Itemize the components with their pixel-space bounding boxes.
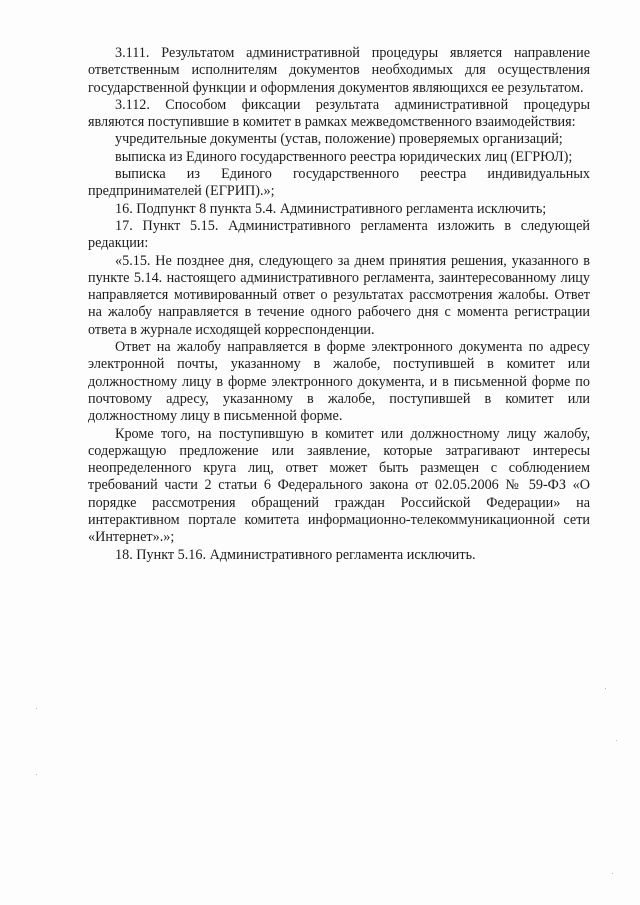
scan-speck: [36, 708, 37, 709]
scan-speck: [612, 873, 613, 874]
paragraph-item-17: 17. Пункт 5.15. Административного регламента изложить в следующей редакции:: [88, 217, 590, 252]
scan-speck: [36, 774, 37, 775]
list-item-charter-documents: учредительные документы (устав, положение) проверяемых организаций;: [115, 131, 563, 148]
scan-speck: [616, 740, 617, 741]
paragraph-item-18: 18. Пункт 5.16. Административного регламента исключить.: [115, 546, 476, 563]
list-item-egrip-extract: выписка из Единого государственного реестра индивидуальных предпринимателей (ЕГРИП).»;: [88, 166, 590, 200]
paragraph-item-16: 16. Подпункт 8 пункта 5.4. Административного регламента исключить;: [115, 200, 547, 217]
scan-speck: [605, 688, 606, 689]
paragraph-5-15-quote: «5.15. Не позднее дня, следующего за днем принятия решения, указанного в пункте 5.14. настоящего административного регламента, заинтересованному лицу направляется мотивированный ответ о результатах рассмотрения жалобы. Ответ на жалобу направляется в течение одного рабочего дня с момента регистрации ответа в журнале исходящей корреспонденции.: [88, 252, 590, 338]
paragraph-3-111: 3.111. Результатом административной процедуры является направление ответственным исполнителям документов необходимых для осуществления государственной функции и оформления документов являющихся ее результатом.: [88, 45, 590, 96]
document-body: [88, 45, 590, 564]
paragraph-3-112: 3.112. Способом фиксации результата административной процедуры являются поступившие в комитет в рамках межведомственного взаимодействия:: [88, 96, 590, 131]
list-item-egrul-extract: выписка из Единого государственного реестра юридических лиц (ЕГРЮЛ);: [115, 148, 573, 165]
paragraph-response-form: Ответ на жалобу направляется в форме электронного документа по адресу электронной почты, указанному в жалобе, поступившей в комитет или должностному лицу в форме электронного документа, и в письменной форме по почтовому адресу, указанному в жалобе, поступившей в комитет или должностному лицу в письменной форме.: [88, 339, 590, 425]
paragraph-public-posting: Кроме того, на поступившую в комитет или должностному лицу жалобу, содержащую предложение или заявление, которые затрагивают интересы неопределенного круга лиц, ответ может быть размещен с соблюдением требований части 2 статьи 6 Федерального закона от 02.05.2006 № 59-ФЗ «О порядке рассмотрения обращений граждан Российской Федерации» на интерактивном портале комитета информационно-телекоммуникационной сети «Интернет».»;: [88, 425, 590, 546]
